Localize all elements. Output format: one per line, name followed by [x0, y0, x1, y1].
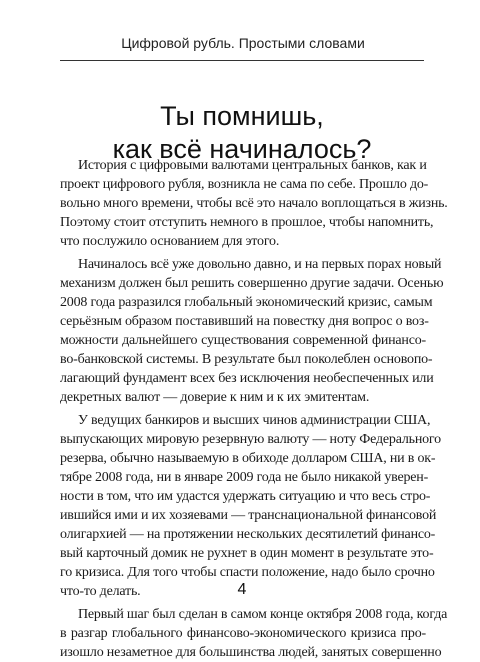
- page-number: 4: [237, 581, 247, 598]
- chapter-title-line: Ты помнишь,: [160, 101, 324, 131]
- paragraph: [60, 411, 441, 601]
- text-line: Начиналось всё уже довольно давно, и на первых порах новый: [78, 257, 442, 272]
- text-line: проект цифрового рубля, возникла не сама по себе. Прошло до-: [60, 177, 429, 192]
- text-line: во-банковской системы. В результате был поколеблен основопо-: [60, 352, 433, 367]
- chapter-title-line: как всё начиналось?: [112, 134, 372, 164]
- text-line: лагающий фундамент всех без исключения необеспеченных или: [60, 371, 434, 386]
- header-rule: [60, 60, 424, 61]
- text-line: История с цифровыми валютами центральных банков, как и: [78, 158, 427, 173]
- text-line: можности дальнейшего существования современной финансо-: [60, 333, 426, 348]
- text-line: 2008 года разразился глобальный экономический кризис, самым: [60, 295, 433, 310]
- text-line: вый карточный домик не рухнет в один момент в результате это-: [60, 546, 434, 561]
- running-header-title: Цифровой рубль. Простыми словами: [121, 35, 365, 51]
- text-line: выпускающих мировую резервную валюту — ноту Федерального: [60, 432, 441, 447]
- text-line: тябре 2008 года, ни в январе 2009 года не было никакой уверен-: [60, 470, 429, 485]
- text-line: го кризиса. Для того чтобы спасти положение, надо было срочно: [60, 565, 435, 580]
- text-line: декретных валют — доверие к ним и к их эмитентам.: [60, 390, 370, 405]
- text-line: Поэтому стоит отступить немного в прошлое, чтобы напомнить,: [60, 215, 434, 230]
- text-line: олигархией — на протяжении нескольких десятилетий финансо-: [60, 527, 436, 542]
- paragraph: [60, 605, 448, 662]
- text-line: ности в том, что им удастся удержать ситуацию и что весь стро-: [60, 489, 431, 504]
- text-line: в разгар глобального финансово-экономического кризиса про-: [60, 626, 426, 641]
- text-line: механизм должен был решить совершенно другие задачи. Осенью: [60, 276, 444, 291]
- paragraph: [60, 156, 448, 251]
- text-line: что послужило основанием для этого.: [60, 234, 280, 249]
- text-line: вольно много времени, чтобы всё это начало воплощаться в жизнь.: [60, 196, 448, 211]
- text-line: изошло незаметное для большинства людей, занятых совершенно: [60, 645, 442, 660]
- text-line: серьёзным образом поставивший на повестку дня вопрос о воз-: [60, 314, 429, 329]
- text-line: резерва, обычно называемую в обиходе долларом США, ни в ок-: [60, 451, 436, 466]
- text-line: что-то делать.: [60, 584, 141, 599]
- text-line: Первый шаг был сделан в самом конце октября 2008 года, когда: [78, 607, 448, 622]
- text-line: У ведущих банкиров и высших чинов администрации США,: [78, 413, 431, 428]
- text-line: ившийся ими и их хозяевами — транснациональной финансовой: [60, 508, 437, 523]
- paragraph: [60, 255, 444, 407]
